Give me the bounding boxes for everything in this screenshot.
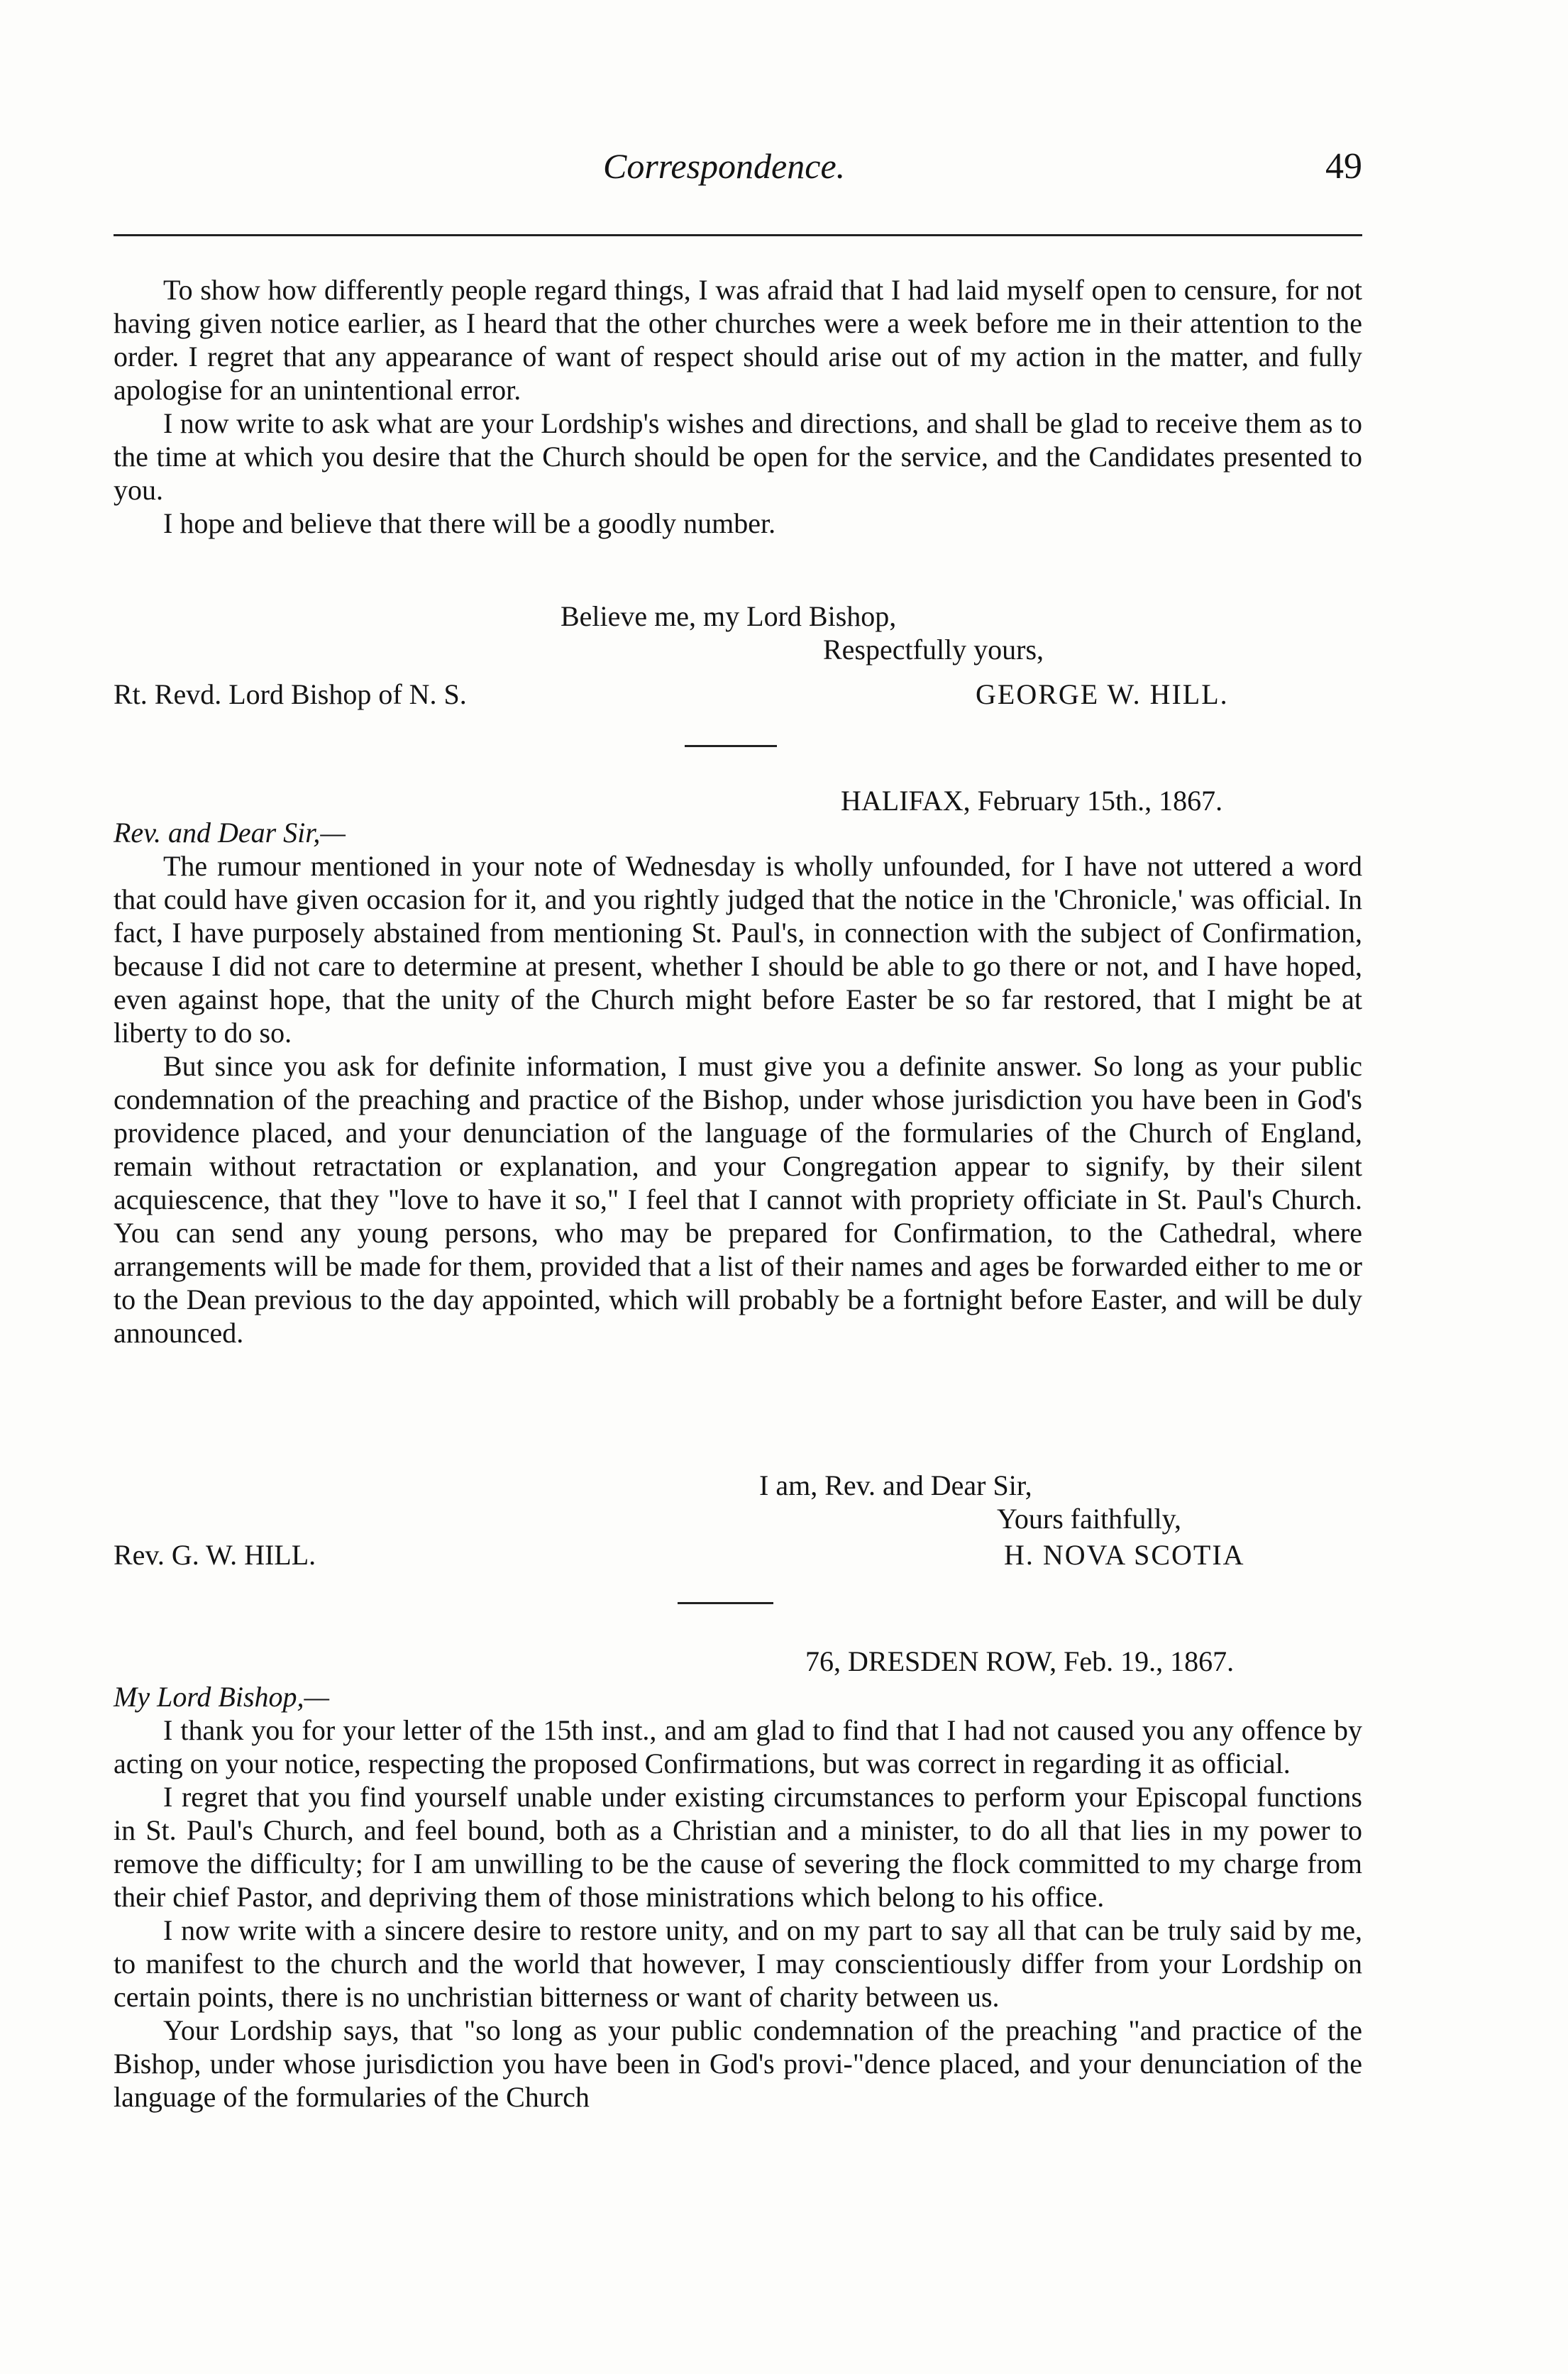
letter2-closing: Yours faithfully, bbox=[997, 1503, 1182, 1535]
letter2-salutation: Rev. and Dear Sir,— bbox=[114, 817, 346, 849]
letter3-paragraph: I now write with a sincere desire to restore unity, and on my part to say all that can be truly said by me, to manifest to the church and the world that however, I may conscientiously differ from your Lordship on certain points, there is no unchristian bitterness or want of charity between us. bbox=[114, 1914, 1362, 2013]
header-rule bbox=[114, 234, 1362, 236]
letter3-paragraph: I thank you for your letter of the 15th inst., and am glad to find that I had not caused you any offence by acting on your notice, respecting the proposed Confirmations, but was correct in regarding it as official. bbox=[114, 1714, 1362, 1779]
letter1-paragraph: I hope and believe that there will be a goodly number. bbox=[163, 507, 776, 539]
letter1-addressee: Rt. Revd. Lord Bishop of N. S. bbox=[114, 678, 467, 710]
letter1-paragraph: I now write to ask what are your Lordship's wishes and directions, and shall be glad to receive them as to the time at which you desire that the Church should be open for the service, and the Candidates presented to you. bbox=[114, 407, 1362, 506]
letter-separator bbox=[685, 745, 777, 747]
letter1-paragraph: To show how differently people regard things, I was afraid that I had laid myself open to censure, for not having given notice earlier, as I heard that the other churches were a week before me in their attention to the order. I regret that any appearance of want of respect should arise out of my action in the matter, and fully apologise for an unintentional error. bbox=[114, 274, 1362, 406]
page-number: 49 bbox=[1325, 146, 1362, 187]
letter2-signature: H. NOVA SCOTIA bbox=[1004, 1539, 1245, 1571]
letter2-addressee: Rev. G. W. HILL. bbox=[114, 1539, 316, 1571]
letter3-salutation: My Lord Bishop,— bbox=[114, 1681, 330, 1713]
running-title: Correspondence. bbox=[603, 146, 846, 186]
letter3-paragraph: Your Lordship says, that "so long as your public condemnation of the preaching "and practice of the Bishop, under whose jurisdiction you have been in God's provi-"dence placed, and your denunciation of the language of the formularies of the Church bbox=[114, 2014, 1362, 2113]
letter2-body bbox=[114, 849, 1362, 1349]
letter3-dateline: 76, DRESDEN ROW, Feb. 19., 1867. bbox=[805, 1645, 1235, 1677]
letter3-body bbox=[114, 1713, 1362, 2114]
letter2-dateline: HALIFAX, February 15th., 1867. bbox=[841, 785, 1223, 817]
letter2-closing: I am, Rev. and Dear Sir, bbox=[759, 1469, 1032, 1501]
letter2-paragraph: The rumour mentioned in your note of Wednesday is wholly unfounded, for I have not uttered a word that could have given occasion for it, and you rightly judged that the notice in the 'Chronicle,' was official. In fact, I have purposely abstained from mentioning St. Paul's, in connection with the subject of Confirmation, because I did not care to determine at present, whether I should be able to go there or not, and I have hoped, even against hope, that the unity of the Church might before Easter be so far restored, that I might be at liberty to do so. bbox=[114, 850, 1362, 1049]
letter1-signature: GEORGE W. HILL. bbox=[976, 678, 1229, 710]
letter2-paragraph: But since you ask for definite information, I must give you a definite answer. So long as your public condemnation of the preaching and practice of the Bishop, under whose jurisdiction you have been in God's providence placed, and your denunciation of the language of the formularies of the Church of England, remain without retractation or explanation, and your Congregation appear to signify, by their silent acquiescence, that they "love to have it so," I feel that I cannot with propriety officiate in St. Paul's Church. You can send any young persons, who may be prepared for Confirmation, to the Cathedral, where arrangements will be made for them, provided that a list of their names and ages be forwarded either to me or to the Dean previous to the day appointed, which will probably be a fortnight before Easter, and will be duly announced. bbox=[114, 1050, 1362, 1349]
letter1-body bbox=[114, 273, 1362, 540]
letter3-paragraph: I regret that you find yourself unable under existing circumstances to perform your Episcopal functions in St. Paul's Church, and feel bound, both as a Christian and a minister, to do all that lies in my power to remove the difficulty; for I am unwilling to be the cause of severing the flock committed to my charge from their chief Pastor, and depriving them of those ministrations which belong to his office. bbox=[114, 1781, 1362, 1913]
letter1-closing: Respectfully yours, bbox=[823, 634, 1044, 666]
running-head bbox=[114, 145, 1362, 202]
letter-separator bbox=[678, 1602, 773, 1604]
letter1-closing: Believe me, my Lord Bishop, bbox=[561, 600, 897, 632]
